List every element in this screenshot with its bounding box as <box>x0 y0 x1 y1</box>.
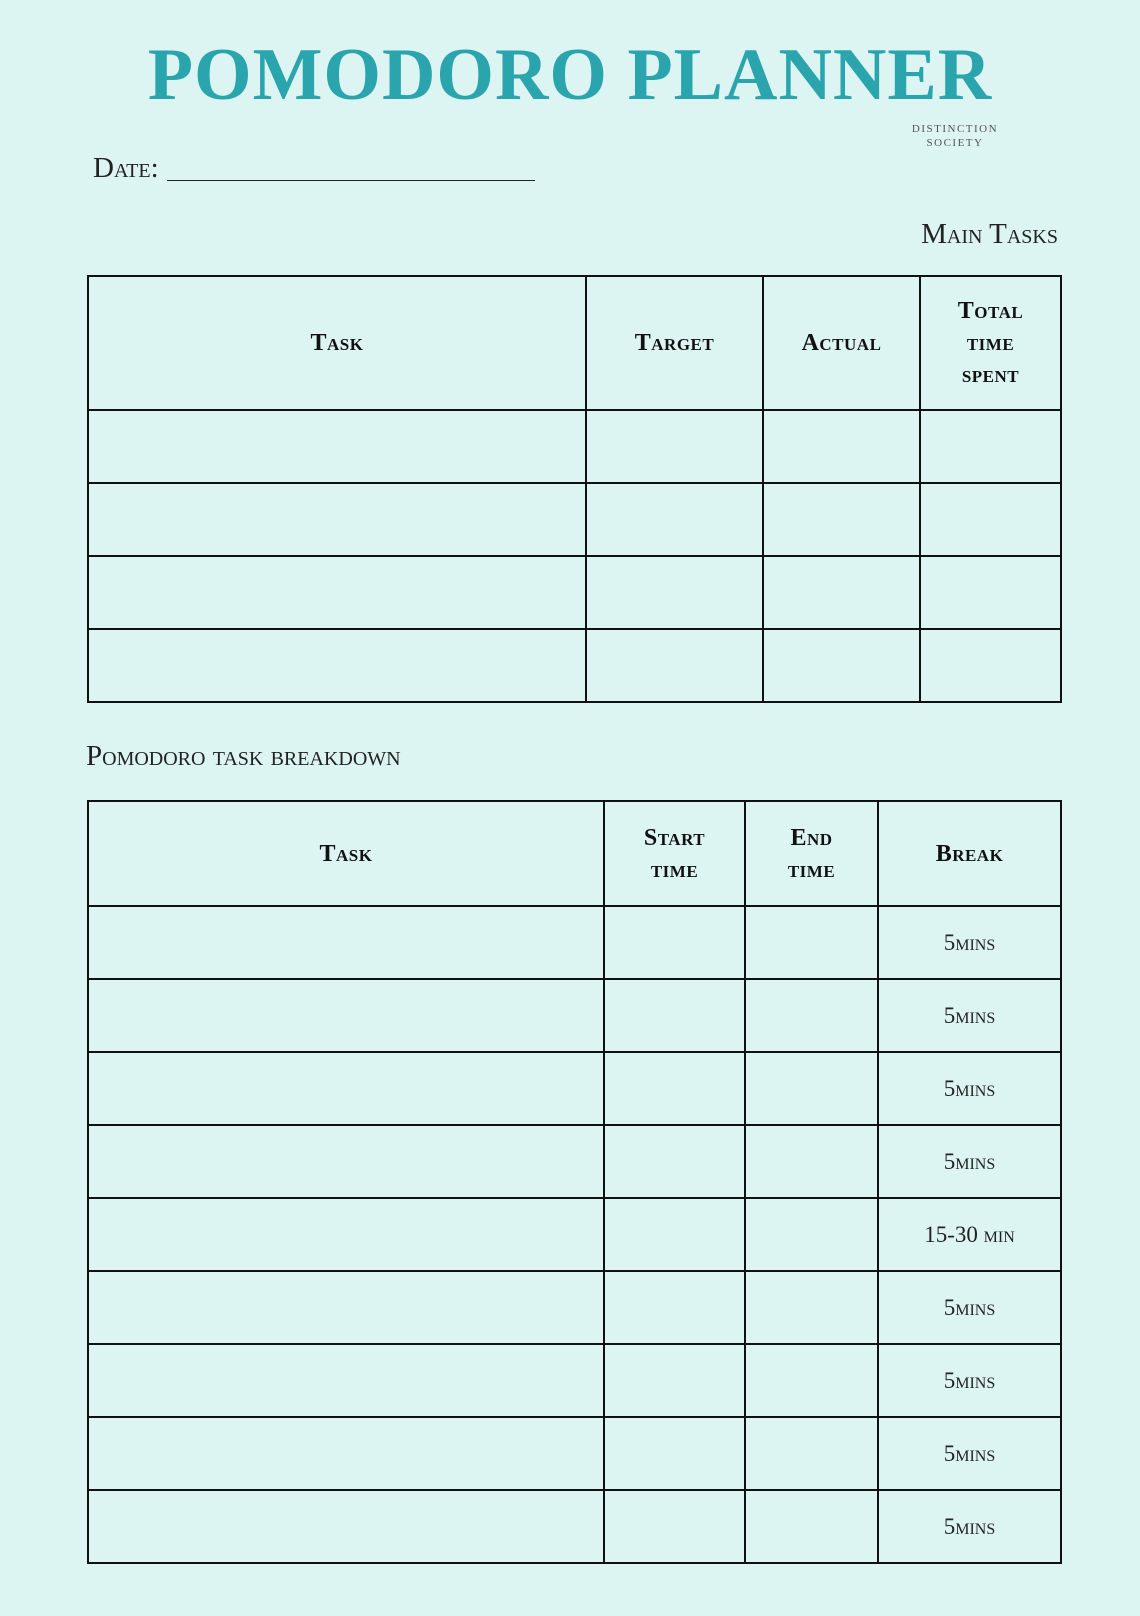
table-row <box>88 1125 1061 1198</box>
start-time-cell[interactable] <box>604 1125 745 1198</box>
main-tasks-header-row <box>88 276 1061 410</box>
date-row <box>93 152 535 185</box>
break-cell: 15-30 min <box>878 1198 1061 1271</box>
break-cell: 5mins <box>878 1417 1061 1490</box>
break-cell: 5mins <box>878 906 1061 979</box>
task-cell[interactable] <box>88 556 586 629</box>
header-end-time: End time <box>745 801 878 906</box>
table-row <box>88 1271 1061 1344</box>
target-cell[interactable] <box>586 556 763 629</box>
break-cell: 5mins <box>878 1052 1061 1125</box>
end-time-cell[interactable] <box>745 1490 878 1563</box>
break-cell: 5mins <box>878 1271 1061 1344</box>
target-cell[interactable] <box>586 629 763 702</box>
start-time-cell[interactable] <box>604 979 745 1052</box>
start-time-cell[interactable] <box>604 906 745 979</box>
brand-logo <box>905 122 1005 150</box>
break-cell: 5mins <box>878 979 1061 1052</box>
task-cell[interactable] <box>88 1344 604 1417</box>
total-time-cell[interactable] <box>920 556 1061 629</box>
table-row <box>88 410 1061 483</box>
table-row <box>88 629 1061 702</box>
header-total-time-spent: Total time spent <box>920 276 1061 410</box>
actual-cell[interactable] <box>763 410 920 483</box>
break-cell: 5mins <box>878 1344 1061 1417</box>
header-target: Target <box>586 276 763 410</box>
task-cell[interactable] <box>88 1052 604 1125</box>
header-actual: Actual <box>763 276 920 410</box>
task-cell[interactable] <box>88 629 586 702</box>
total-time-cell[interactable] <box>920 410 1061 483</box>
end-time-cell[interactable] <box>745 1198 878 1271</box>
actual-cell[interactable] <box>763 483 920 556</box>
header-task: Task <box>88 276 586 410</box>
header-task: Task <box>88 801 604 906</box>
end-time-cell[interactable] <box>745 906 878 979</box>
end-time-cell[interactable] <box>745 1344 878 1417</box>
start-time-cell[interactable] <box>604 1052 745 1125</box>
task-cell[interactable] <box>88 1417 604 1490</box>
planner-title: POMODORO PLANNER <box>147 34 993 116</box>
task-cell[interactable] <box>88 906 604 979</box>
table-row <box>88 556 1061 629</box>
end-time-cell[interactable] <box>745 1271 878 1344</box>
task-cell[interactable] <box>88 979 604 1052</box>
table-row <box>88 1052 1061 1125</box>
total-time-cell[interactable] <box>920 483 1061 556</box>
actual-cell[interactable] <box>763 556 920 629</box>
brand-line-1: DISTINCTION <box>911 123 999 135</box>
table-row <box>88 1417 1061 1490</box>
header-break: Break <box>878 801 1061 906</box>
table-row <box>88 1490 1061 1563</box>
total-time-cell[interactable] <box>920 629 1061 702</box>
task-cell[interactable] <box>88 410 586 483</box>
header-start-time: Start time <box>604 801 745 906</box>
start-time-cell[interactable] <box>604 1417 745 1490</box>
target-cell[interactable] <box>586 410 763 483</box>
end-time-cell[interactable] <box>745 979 878 1052</box>
task-cell[interactable] <box>88 1198 604 1271</box>
task-cell[interactable] <box>88 1271 604 1344</box>
table-row <box>88 979 1061 1052</box>
date-field[interactable] <box>167 180 535 181</box>
table-row <box>88 906 1061 979</box>
start-time-cell[interactable] <box>604 1271 745 1344</box>
task-cell[interactable] <box>88 1490 604 1563</box>
brand-line-2: SOCIETY <box>926 137 984 149</box>
actual-cell[interactable] <box>763 629 920 702</box>
main-tasks-label: Main Tasks <box>921 218 1058 250</box>
end-time-cell[interactable] <box>745 1052 878 1125</box>
start-time-cell[interactable] <box>604 1490 745 1563</box>
table-row <box>88 483 1061 556</box>
start-time-cell[interactable] <box>604 1198 745 1271</box>
breakdown-table <box>87 800 1062 1564</box>
breakdown-label: Pomodoro task breakdown <box>86 740 401 772</box>
table-row <box>88 1344 1061 1417</box>
date-label: Date: <box>93 152 159 184</box>
task-cell[interactable] <box>88 483 586 556</box>
task-cell[interactable] <box>88 1125 604 1198</box>
break-cell: 5mins <box>878 1125 1061 1198</box>
end-time-cell[interactable] <box>745 1417 878 1490</box>
main-tasks-table <box>87 275 1062 703</box>
target-cell[interactable] <box>586 483 763 556</box>
break-cell: 5mins <box>878 1490 1061 1563</box>
breakdown-header-row <box>88 801 1061 906</box>
table-row <box>88 1198 1061 1271</box>
end-time-cell[interactable] <box>745 1125 878 1198</box>
start-time-cell[interactable] <box>604 1344 745 1417</box>
